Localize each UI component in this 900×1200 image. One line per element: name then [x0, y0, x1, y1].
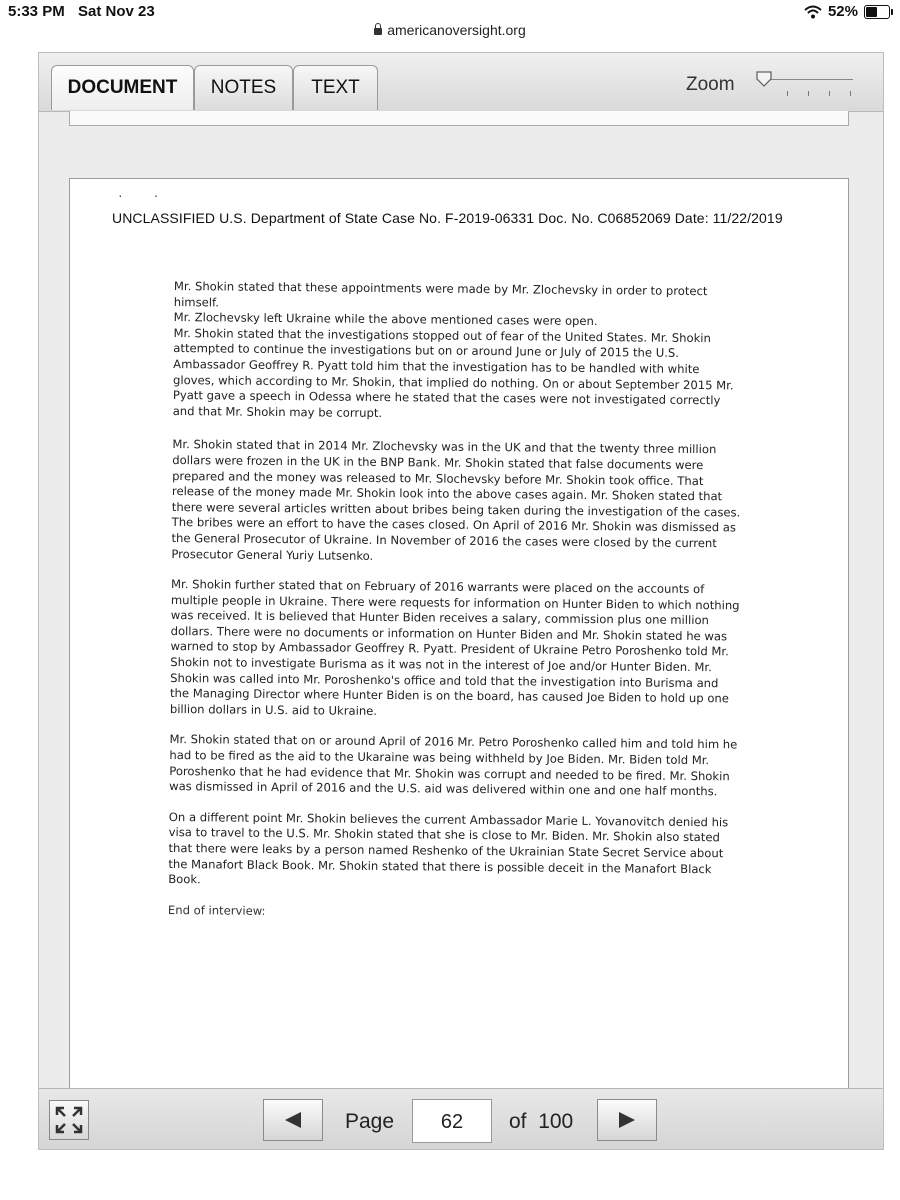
- viewer-toolbar: [39, 53, 883, 112]
- lock-icon: [374, 28, 382, 35]
- paragraph: Mr. Shokin further stated that on February of 2016 warrants were placed on the accounts of multiple people in Ukraine. There were requests for information on Hunter Biden to which nothing was received. It is believed that Hunter Biden receives a salary, commission plus one million dollars. There were no documents or information on Hunter Biden and Mr. Shokin stated he was warned to stop by Ambassador Geoffrey R. Pyatt. President of Ukraine Petro Poroshenko told Mr. Shokin not to investigate Burisma as it was not in the interest of Joe and/or Hunter Biden. Mr. Shokin was called into Mr. Poroshenko's office and told that the investigation into Burisma and the Managing Director where Hunter Biden is on the board, has caused Joe Biden to hold up one billion dollars in U.S. aid to Ukraine.: [169, 577, 740, 718]
- wifi-icon: [804, 5, 822, 19]
- tab-document[interactable]: DOCUMENT: [51, 65, 194, 110]
- zoom-label: Zoom: [686, 74, 735, 95]
- total-pages: 100: [538, 1110, 574, 1133]
- status-time: 5:33 PM: [8, 3, 65, 20]
- page-number-input[interactable]: 62: [412, 1099, 492, 1143]
- of-label: of: [509, 1110, 527, 1133]
- document-body: [168, 279, 744, 935]
- document-viewer: [38, 52, 884, 1150]
- zoom-slider-track[interactable]: [761, 79, 853, 86]
- triangle-left-icon: [283, 1111, 303, 1129]
- next-page-button[interactable]: [597, 1099, 657, 1141]
- battery-percent: 52%: [827, 3, 858, 20]
- triangle-right-icon: [617, 1111, 637, 1129]
- previous-page-button[interactable]: [263, 1099, 323, 1141]
- tab-text[interactable]: TEXT: [293, 65, 378, 110]
- previous-page-edge: [69, 111, 849, 126]
- paragraph: On a different point Mr. Shokin believes the current Ambassador Marie L. Yovanovitch denied his visa to travel to the U.S. Mr. Shokin stated that she is close to Mr. Biden. Mr. Shokin also stated that there were leaks by a person named Reshenko of the Ukrainian State Secret Service about the Manafort Black Book. Mr. Shokin stated that there is possible deceit in the Manafort Black Book.: [168, 809, 729, 887]
- url-text: americanoversight.org: [387, 22, 526, 38]
- paragraph: Mr. Shokin stated that in 2014 Mr. Zlochevsky was in the UK and that the twenty three million dollars were frozen in the UK in the BNP Bank. Mr. Shokin stated that false documents were prepared and the money was released to Mr. Slochevsky before Mr. Shokin took office. That release of the money made Mr. Shokin look into the above cases again. Mr. Shoken stated that there were several articles written about bribes being taken during the investigation of the cases. The bribes were an effort to have the cases closed. On April of 2016 Mr. Shokin was dismissed as the General Prosecutor of Ukraine. In November of 2016 the cases were closed by the current Prosecutor General Yuriy Lutsenko.: [171, 437, 741, 563]
- status-right: [804, 3, 890, 20]
- zoom-tick: [787, 91, 788, 96]
- tab-notes[interactable]: NOTES: [194, 65, 293, 110]
- document-header: UNCLASSIFIED U.S. Department of State Case No. F-2019-06331 Doc. No. C06852069 Date: 11/22/2019: [112, 210, 783, 226]
- address-bar[interactable]: [0, 22, 900, 44]
- zoom-slider-thumb[interactable]: [755, 70, 773, 88]
- zoom-tick: [808, 91, 809, 96]
- status-date: Sat Nov 23: [78, 3, 155, 20]
- battery-icon: [864, 5, 890, 19]
- page-total: [509, 1110, 573, 1134]
- scan-artifact: · ·: [118, 187, 159, 203]
- paragraph: Mr. Shokin stated that these appointments were made by Mr. Zlochevsky in order to protect himself. Mr. Zlochevsky left Ukraine while the above mentioned cases were open. Mr. Shokin stated that the investigations stopped out of fear of the United States. Mr. Shokin attempted to continue the investigations but on or around June or July of 2015 the U.S. Ambassador Geoffrey R. Pyatt told him that the investigation has to be handled with white gloves, which according to Mr. Shokin, that implied do nothing. On or about September 2015 Mr. Pyatt gave a speech in Odessa where he stated that the cases were not investigated correctly and that Mr. Shokin may be corrupt.: [172, 279, 734, 420]
- page-label: Page: [345, 1110, 395, 1133]
- zoom-tick: [850, 91, 851, 96]
- status-bar: [0, 0, 900, 24]
- paragraph: Mr. Shokin stated that on or around April of 2016 Mr. Petro Poroshenko called him and told him he had to be fired as the aid to the Ukaraine was being withheld by Joe Biden. Mr. Biden told Mr. Poroshenko that he had evidence that Mr. Shokin was corrupt and needed to be fired. Mr. Shokin was dismissed in April of 2016 and the U.S. aid was delivered within one and one half months.: [169, 732, 738, 799]
- expand-icon: [54, 1105, 84, 1135]
- document-page: [69, 178, 849, 1090]
- fullscreen-button[interactable]: [49, 1100, 89, 1140]
- zoom-tick: [829, 91, 830, 96]
- closing-line: End of interview:: [167, 902, 266, 918]
- pagination-bar: [39, 1088, 883, 1149]
